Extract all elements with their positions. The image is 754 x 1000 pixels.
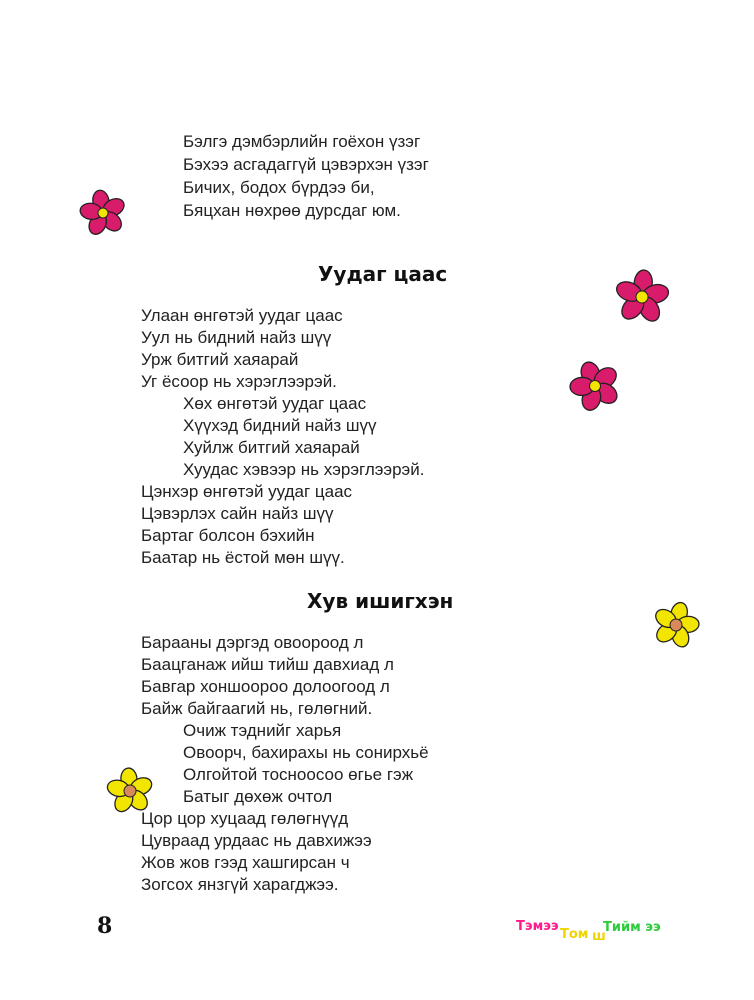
poem-line: Хуйлж битгий хаяарай	[183, 438, 360, 457]
poem-line: Цувраад урдаас нь давхижээ	[141, 831, 372, 850]
poem-line: Бяцхан нөхрөө дурсдаг юм.	[183, 201, 401, 220]
page-number: 8	[97, 913, 113, 939]
poem-line: Очиж тэднийг харья	[183, 721, 342, 740]
poem-line: Бичих, бодох бүрдээ би,	[183, 178, 375, 197]
series-logo	[516, 917, 676, 947]
pink-flower-icon	[566, 358, 624, 414]
poem-line: Зогсох янзгүй харагджээ.	[141, 875, 339, 894]
series-word: Тийм ээ	[603, 920, 661, 935]
poem-title: Уудаг цаас	[318, 262, 448, 286]
poem-line: Батыг дөхөж очтол	[183, 787, 333, 806]
poem-line: Уул нь бидний найз шүү	[141, 328, 332, 347]
poem-line: Барааны дэргэд овоороод л	[141, 633, 364, 652]
poem-line: Баацганаж ийш тийш давхиад л	[141, 655, 394, 674]
pink-flower-icon	[76, 188, 130, 238]
poem-line: Урж битгий хаяарай	[141, 350, 299, 369]
poem-line: Цор цор хуцаад гөлөгнүүд	[141, 809, 349, 828]
poem-line: Олгойтой тосноосоо өгье гэж	[183, 765, 414, 784]
poem-line: Цэнхэр өнгөтэй уудаг цаас	[141, 482, 353, 501]
series-word: Том	[560, 927, 589, 942]
yellow-flower-icon	[650, 600, 702, 650]
poem-line: Жов жов гээд хашгирсан ч	[141, 853, 350, 872]
poem-line: Бавгар хоншоороо долоогоод л	[141, 677, 390, 696]
poem-line: Хөх өнгөтэй уудаг цаас	[183, 394, 367, 413]
poem-line: Улаан өнгөтэй уудаг цаас	[141, 306, 343, 325]
poem-line: Хүүхэд бидний найз шүү	[183, 416, 377, 435]
poem-line: Овоорч, бахирахы нь сонирхьё	[183, 743, 429, 762]
poem-title: Хув ишигхэн	[307, 589, 454, 613]
poem-line: Бэхээ асгадаггүй цэвэрхэн үзэг	[183, 155, 429, 174]
pink-flower-icon	[611, 268, 673, 326]
poem-line: Цэвэрлэх сайн найз шүү	[141, 504, 334, 523]
poem-line: Хуудас хэвээр нь хэрэглээрэй.	[183, 460, 425, 479]
poem-line: Бэлгэ дэмбэрлийн гоёхон үзэг	[183, 132, 421, 151]
yellow-flower-icon	[104, 766, 156, 816]
poem-line: Баатар нь ёстой мөн шүү.	[141, 548, 345, 567]
poem-line: Байж байгаагий нь, гөлөгний.	[141, 699, 373, 718]
series-word: ш	[592, 929, 606, 944]
poem-line: Уг ёсоор нь хэрэглээрэй.	[141, 372, 337, 391]
series-word: Тэмээ	[516, 919, 559, 934]
poem-line: Бартаг болсон бэхийн	[141, 526, 315, 545]
